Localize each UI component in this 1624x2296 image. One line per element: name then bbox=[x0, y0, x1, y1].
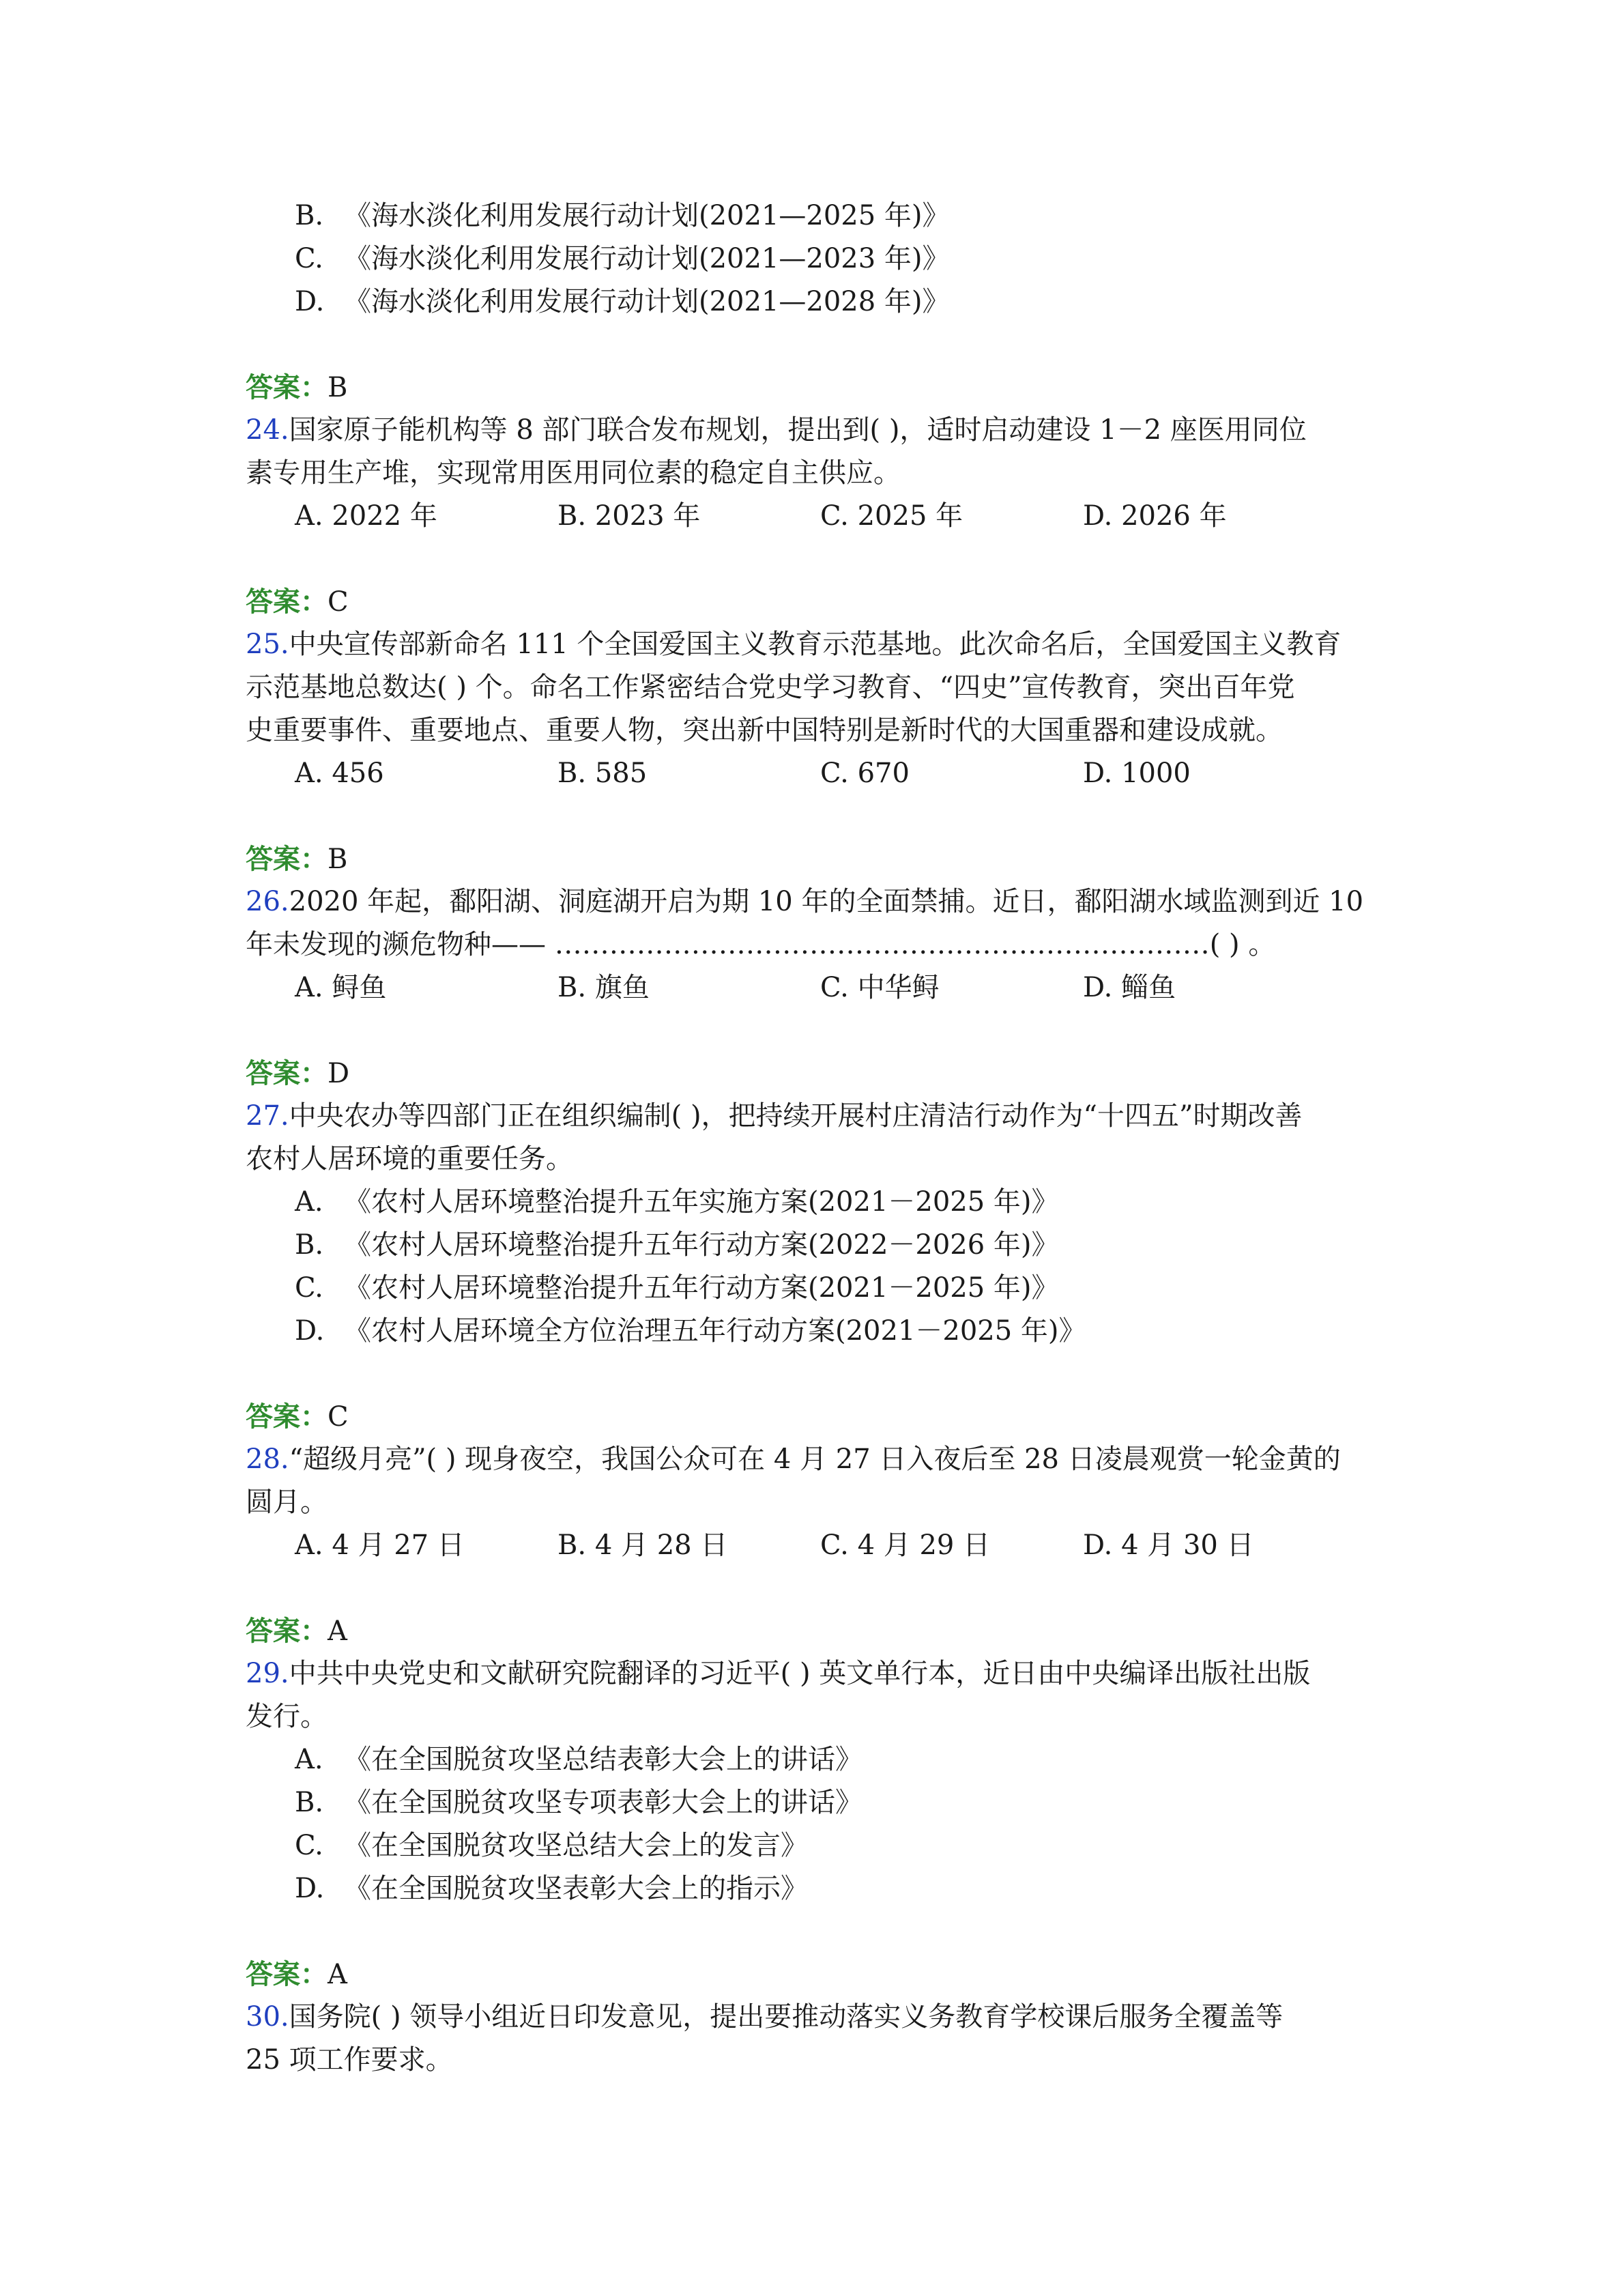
options-row bbox=[246, 752, 1392, 795]
question-27 bbox=[246, 1095, 1392, 1353]
answer-24: 答案：C bbox=[246, 586, 349, 618]
option-b: B. 《在全国脱贫攻坚专项表彰大会上的讲话》 bbox=[295, 1787, 862, 1818]
option-a: A. 鲟鱼 bbox=[295, 972, 387, 1003]
option-a: A. 4 月 27 日 bbox=[295, 1530, 465, 1561]
option-d: D. 2026 年 bbox=[1083, 500, 1227, 532]
question-line: 圆月。 bbox=[246, 1487, 328, 1518]
answer-23: 答案：B bbox=[246, 371, 348, 403]
question-number: 25. bbox=[246, 629, 289, 660]
question-26 bbox=[246, 880, 1392, 1009]
question-number: 27. bbox=[246, 1100, 289, 1132]
question-line: 25 项工作要求。 bbox=[246, 2044, 453, 2076]
answer-27: 答案：C bbox=[246, 1401, 349, 1433]
question-23-options bbox=[246, 195, 1392, 324]
question-line: 发行。 bbox=[246, 1701, 328, 1732]
question-line: 史重要事件、重要地点、重要人物，突出新中国特别是新时代的大国重器和建设成就。 bbox=[246, 715, 1283, 746]
option-c: C. 《海水淡化利用发展行动计划(2021—2023 年)》 bbox=[295, 243, 950, 274]
question-line: 27.中央农办等四部门正在组织编制( )，把持续开展村庄清洁行动作为“十四五”时期改善 bbox=[246, 1100, 1303, 1132]
option-c: C. 670 bbox=[820, 758, 910, 789]
option-b: B. 2023 年 bbox=[557, 500, 701, 532]
option-a: A. 456 bbox=[295, 758, 384, 789]
question-line: 24.国家原子能机构等 8 部门联合发布规划，提出到( )，适时启动建设 1－2 座医用同位 bbox=[246, 414, 1307, 446]
options-row bbox=[246, 495, 1392, 538]
question-line: 30.国务院( ) 领导小组近日印发意见，提出要推动落实义务教育学校课后服务全覆盖等 bbox=[246, 2001, 1284, 2033]
option-d: D. 1000 bbox=[1083, 758, 1191, 789]
answer-26: 答案：D bbox=[246, 1057, 350, 1089]
question-line: 28.“超级月亮”( ) 现身夜空，我国公众可在 4 月 27 日入夜后至 28 日凌晨观赏一轮金黄的 bbox=[246, 1444, 1341, 1475]
document-page bbox=[246, 195, 1392, 2082]
question-29 bbox=[246, 1652, 1392, 1910]
question-line: 29.中共中央党史和文献研究院翻译的习近平( ) 英文单行本，近日由中央编译出版社出版 bbox=[246, 1658, 1311, 1689]
question-number: 29. bbox=[246, 1658, 289, 1689]
question-24 bbox=[246, 409, 1392, 538]
answer-28: 答案：A bbox=[246, 1615, 347, 1647]
option-d: D. 4 月 30 日 bbox=[1083, 1530, 1254, 1561]
answer-25: 答案：B bbox=[246, 843, 348, 875]
option-c: C. 2025 年 bbox=[820, 500, 963, 532]
question-line: 农村人居环境的重要任务。 bbox=[246, 1143, 573, 1175]
options-row bbox=[246, 966, 1392, 1009]
option-d: D. 《在全国脱贫攻坚表彰大会上的指示》 bbox=[295, 1873, 808, 1904]
question-number: 28. bbox=[246, 1444, 289, 1475]
option-b: B. 《海水淡化利用发展行动计划(2021—2025 年)》 bbox=[295, 200, 950, 231]
option-d: D. 《海水淡化利用发展行动计划(2021—2028 年)》 bbox=[295, 286, 950, 317]
option-b: B. 4 月 28 日 bbox=[557, 1530, 728, 1561]
option-c: C. 中华鲟 bbox=[820, 972, 940, 1003]
option-a: A. 2022 年 bbox=[295, 500, 437, 532]
question-line: 25.中央宣传部新命名 111 个全国爱国主义教育示范基地。此次命名后，全国爱国主义教育 bbox=[246, 629, 1342, 660]
question-number: 26. bbox=[246, 886, 289, 917]
question-line: 素专用生产堆，实现常用医用同位素的稳定自主供应。 bbox=[246, 457, 901, 489]
option-d: D. 《农村人居环境全方位治理五年行动方案(2021－2025 年)》 bbox=[295, 1315, 1086, 1347]
option-c: C. 4 月 29 日 bbox=[820, 1530, 991, 1561]
question-number: 24. bbox=[246, 414, 289, 446]
option-c: C. 《在全国脱贫攻坚总结大会上的发言》 bbox=[295, 1830, 808, 1861]
question-number: 30. bbox=[246, 2001, 289, 2033]
option-c: C. 《农村人居环境整治提升五年行动方案(2021－2025 年)》 bbox=[295, 1272, 1059, 1304]
option-b: B. 旗鱼 bbox=[557, 972, 650, 1003]
question-line: 年未发现的濒危物种—— ………………………………………………………………( ) 。 bbox=[246, 929, 1276, 960]
question-line: 26.2020 年起，鄱阳湖、洞庭湖开启为期 10 年的全面禁捕。近日，鄱阳湖水域监测到近 10 bbox=[246, 886, 1364, 917]
option-d: D. 鲻鱼 bbox=[1083, 972, 1176, 1003]
question-28 bbox=[246, 1438, 1392, 1567]
question-25 bbox=[246, 623, 1392, 795]
option-a: A. 《在全国脱贫攻坚总结表彰大会上的讲话》 bbox=[295, 1744, 862, 1775]
option-a: A. 《农村人居环境整治提升五年实施方案(2021－2025 年)》 bbox=[295, 1186, 1059, 1218]
question-30 bbox=[246, 1996, 1392, 2082]
question-line: 示范基地总数达( ) 个。命名工作紧密结合党史学习教育、“四史”宣传教育，突出百年党 bbox=[246, 672, 1295, 703]
options-row bbox=[246, 1524, 1392, 1567]
option-b: B. 585 bbox=[557, 758, 648, 789]
answer-29: 答案：A bbox=[246, 1958, 347, 1990]
option-b: B. 《农村人居环境整治提升五年行动方案(2022－2026 年)》 bbox=[295, 1229, 1059, 1261]
